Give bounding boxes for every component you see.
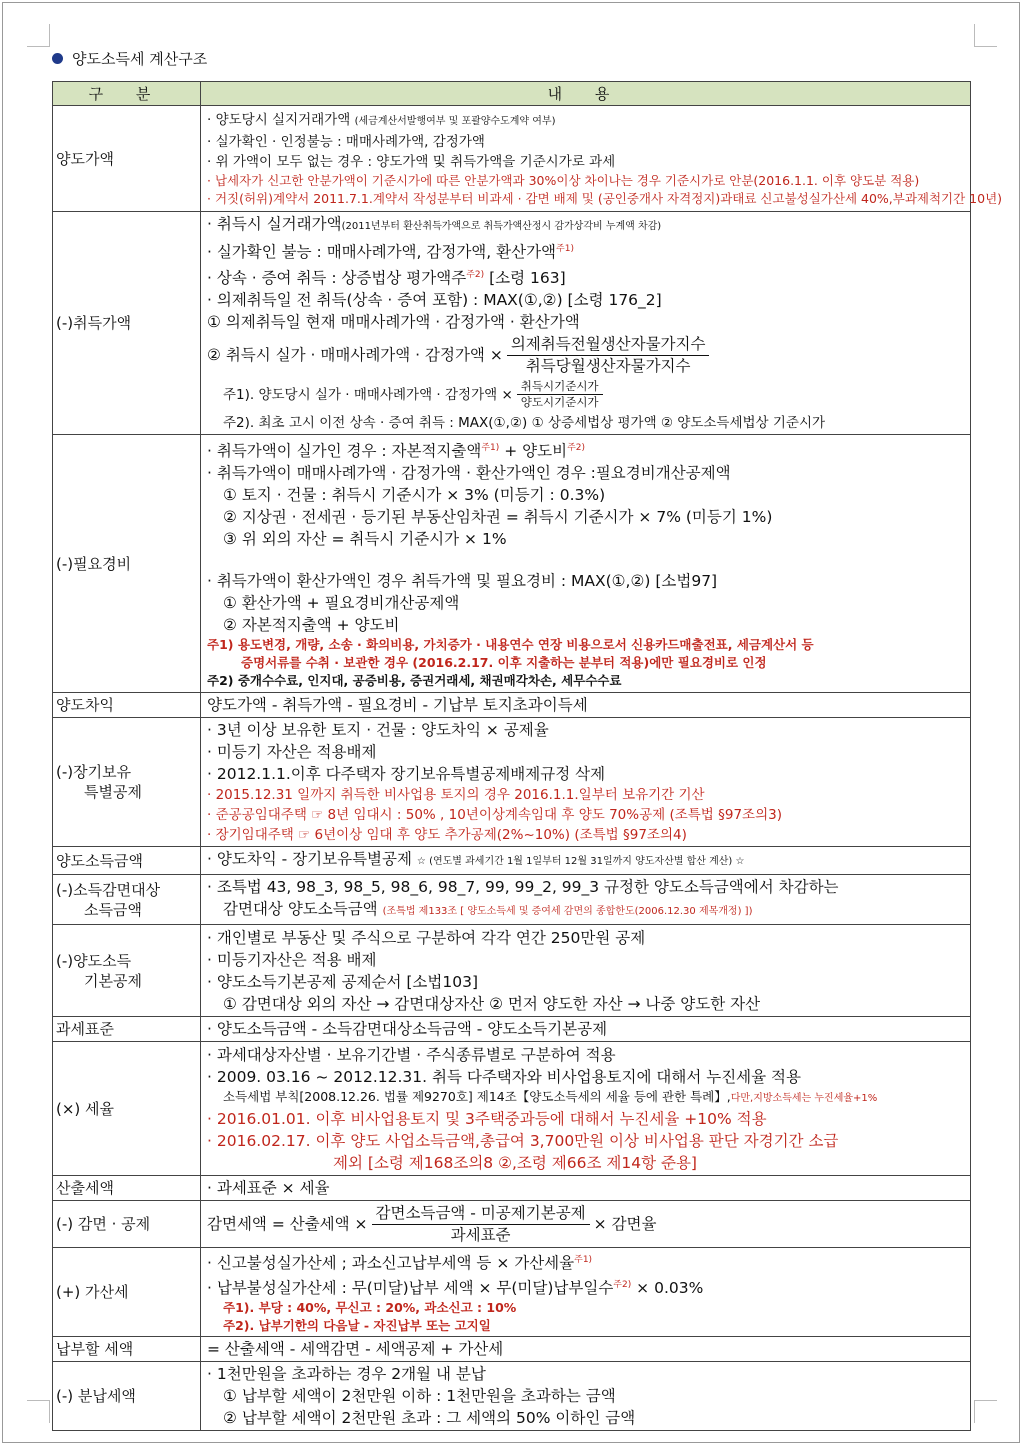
row-content: · 양도차익 - 장기보유특별공제 ☆ (연도별 과세기간 1월 1일부터 12월 31일까지 양도자산별 합산 계산) ☆ (201, 847, 971, 875)
row-content: 감면세액 = 산출세액 × $\frac{\text{감면소득금액 - 미공제기본공제}}{\text{과세표준}}$ × 감면율 (201, 1201, 971, 1248)
crop-mark (974, 1400, 997, 1423)
table-row (53, 435, 971, 693)
bullet-dot-icon (52, 53, 63, 64)
row-label: 산출세액 (53, 1176, 201, 1201)
table-row (53, 1042, 971, 1176)
row-label: (-)취득가액 (53, 212, 201, 435)
table-row (53, 1337, 971, 1362)
table-row (53, 875, 971, 925)
row-label: (×) 세율 (53, 1042, 201, 1176)
row-label: (-) 감면 · 공제 (53, 1201, 201, 1248)
row-label: (-)양도소득 기본공제 (53, 925, 201, 1017)
row-content: · 조특법 43, 98_3, 98_5, 98_6, 98_7, 99, 99_2, 99_3 규정한 양도소득금액에서 차감하는 감면대상 양도소득금액 (조특법 제133조 [ 양도소득세 및 증여세 감면의 종합한도(2006.12.30 제목개정) ]) (201, 875, 971, 925)
row-content: · 과세대상자산별 · 보유기간별 · 주식종류별로 구분하여 적용 · 2009. 03.16 ~ 2012.12.31. 취득 다주택자와 비사업용토지에 대해서 누진세율 적용 소득세법 부칙[2008.12.26. 법률 제9270호] 제14조【양도소득세의 세율 등에 관한 특례】,다만,지방소득세는 누진세율+1% · 2016.01.01. 이후 비사업용토지 및 3주택중과등에 대해서 누진세율 +10% 적용 · 2016.02.17. 이후 양도 사업소득금액,총급여 3,700만원 이상 비사업용 판단 자경기간 소급 제외 [소령 제168조의8 ②,조령 제66조 제14항 준용] (201, 1042, 971, 1176)
row-label: 양도가액 (53, 106, 201, 212)
header-category: 구 분 (53, 82, 201, 106)
row-content: · 취득시 실거래가액(2011년부터 환산취득가액으로 취득가액산정시 감가상각비 누계액 차감) · 실가확인 불능 : 매매사례가액, 감정가액, 환산가액$^{주1)}$ · 상속 · 증여 취득 : 상증법상 평가액주$^{주2)}$ [소령 163] · 의제취득일 전 취득(상속 · 증여 포함) : MAX(①,②) [소령 176_2] ① 의제취득일 현재 매매사례가액 · 감정가액 · 환산가액 ② 취득시 실가 · 매매사례가액 · 감정가액 × $\frac{\text{의제취득전월생산자물가지수}}{\text{취득당월생산자물가지수}}$ 주1). 양도당시 실가 · 매매사례가액 · 감정가액 × $\frac{\text{취득시기준시가}}{\text{양도시기준시가}}$ 주2). 최초 고시 이전 상속 · 증여 취득 : MAX(①,②) ① 상증세법상 평가액 ② 양도소득세법상 기준시가 (201, 212, 971, 435)
section-title: 양도소득세 계산구조 (72, 50, 208, 68)
table-row (53, 847, 971, 875)
row-label: (-)필요경비 (53, 435, 201, 693)
table-row (53, 212, 971, 435)
crop-mark (27, 24, 50, 47)
row-content: · 3년 이상 보유한 토지 · 건물 : 양도차익 × 공제율 · 미등기 자산은 적용배제 · 2012.1.1.이후 다주택자 장기보유특별공제배제규정 삭제 · 2015.12.31 일까지 취득한 비사업용 토지의 경우 2016.1.1.일부터 보유기간 기산 · 준공공임대주택 ☞ 8년 임대시 : 50% , 10년이상계속임대 후 양도 70%공제 (조특법 §97조의3) · 장기임대주택 ☞ 6년이상 임대 후 양도 추가공제(2%~10%) (조특법 §97조의4) (201, 718, 971, 847)
fraction: $\frac{\text{의제취득전월생산자물가지수}}{\text{취득당월생산자물가지수}}$ (507, 334, 710, 377)
row-label: (-)소득감면대상 소득금액 (53, 875, 201, 925)
row-label: 납부할 세액 (53, 1337, 201, 1362)
table-row (53, 106, 971, 212)
row-content: · 취득가액이 실가인 경우 : 자본적지출액$^{주1)}$ + 양도비$^{주2)}$ · 취득가액이 매매사례가액 · 감정가액 · 환산가액인 경우 :필요경비개산공제액 ① 토지 · 건물 : 취득시 기준시가 × 3% (미등기 : 0.3%) ② 지상권 · 전세권 · 등기된 부동산임차권 = 취득시 기준시가 × 7% (미등기 1%) ③ 위 외의 자산 = 취득시 기준시가 × 1% · 취득가액이 환산가액인 경우 취득가액 및 필요경비 : MAX(①,②) [소법97] ① 환산가액 + 필요경비개산공제액 ② 자본적지출액 + 양도비 주1) 용도변경, 개량, 소송 · 화의비용, 가치증가 · 내용연수 연장 비용으로서 신용카드매출전표, 세금계산서 등 증명서류를 수취 · 보관한 경우 (2016.2.17. 이후 지출하는 분부터 적용)에만 필요경비로 인정 주2) 중개수수료, 인지대, 공증비용, 증권거래세, 채권매각차손, 세무수수료 (201, 435, 971, 693)
table-row (53, 1201, 971, 1248)
row-content: · 신고불성실가산세 ; 과소신고납부세액 등 × 가산세율$^{주1)}$ · 납부불성실가산세 : 무(미달)납부 세액 × 무(미달)납부일수$^{주2)}$ × 0.03% 주1). 부당 : 40%, 무신고 : 20%, 과소신고 : 10% 주2). 납부기한의 다음날 - 자진납부 또는 고지일 (201, 1248, 971, 1337)
fraction: $\frac{\text{취득시기준시가}}{\text{양도시기준시가}}$ (517, 379, 603, 410)
table-row (53, 1017, 971, 1042)
table-row (53, 925, 971, 1017)
table-row (53, 1248, 971, 1337)
row-content: · 과세표준 × 세율 (201, 1176, 971, 1201)
row-content: = 산출세액 - 세액감면 - 세액공제 + 가산세 (201, 1337, 971, 1362)
row-label: 과세표준 (53, 1017, 201, 1042)
table-row (53, 1362, 971, 1431)
row-label: 양도차익 (53, 693, 201, 718)
table-row (53, 718, 971, 847)
row-label: (-)장기보유 특별공제 (53, 718, 201, 847)
row-label: (-) 분납세액 (53, 1362, 201, 1431)
crop-mark (27, 1400, 50, 1423)
row-content: 양도가액 - 취득가액 - 필요경비 - 기납부 토지초과이득세 (201, 693, 971, 718)
row-label: (+) 가산세 (53, 1248, 201, 1337)
table-row (53, 1176, 971, 1201)
row-content: · 1천만원을 초과하는 경우 2개월 내 분납 ① 납부할 세액이 2천만원 이하 : 1천만원을 초과하는 금액 ② 납부할 세액이 2천만원 초과 : 그 세액의 50% 이하인 금액 (201, 1362, 971, 1431)
row-content: · 개인별로 부동산 및 주식으로 구분하여 각각 연간 250만원 공제 · 미등기자산은 적용 배제 · 양도소득기본공제 공제순서 [소법103] ① 감면대상 외의 자산 → 감면대상자산 ② 먼저 양도한 자산 → 나중 양도한 자산 (201, 925, 971, 1017)
row-content: · 양도당시 실지거래가액 (세금계산서발행여부 및 포괄양수도계약 여부) · 실가확인 · 인정불능 : 매매사례가액, 감정가액 · 위 가액이 모두 없는 경우 : 양도가액 및 취득가액을 기준시가로 과세 · 납세자가 신고한 안분가액이 기준시가에 따른 안분가액과 30%이상 차이나는 경우 기준시가로 안분(2016.1.1. 이후 양도분 적용) · 거짓(허위)계약서 2011.7.1.계약서 작성분부터 비과세 · 감면 배제 및 (공인중개사 자격정지)과태료 신고불성실가산세 40%,부과제척기간 10년) (201, 106, 971, 212)
table-header-row (53, 82, 971, 106)
tax-structure-table (52, 81, 1003, 1431)
row-label: 양도소득금액 (53, 847, 201, 875)
table-row (53, 693, 971, 718)
header-content: 내 용 (201, 82, 971, 106)
section-heading (52, 48, 207, 69)
fraction: $\frac{\text{감면소득금액 - 미공제기본공제}}{\text{과세표준}}$ (372, 1203, 590, 1246)
row-content: · 양도소득금액 - 소득감면대상소득금액 - 양도소득기본공제 (201, 1017, 971, 1042)
crop-mark (974, 24, 997, 47)
